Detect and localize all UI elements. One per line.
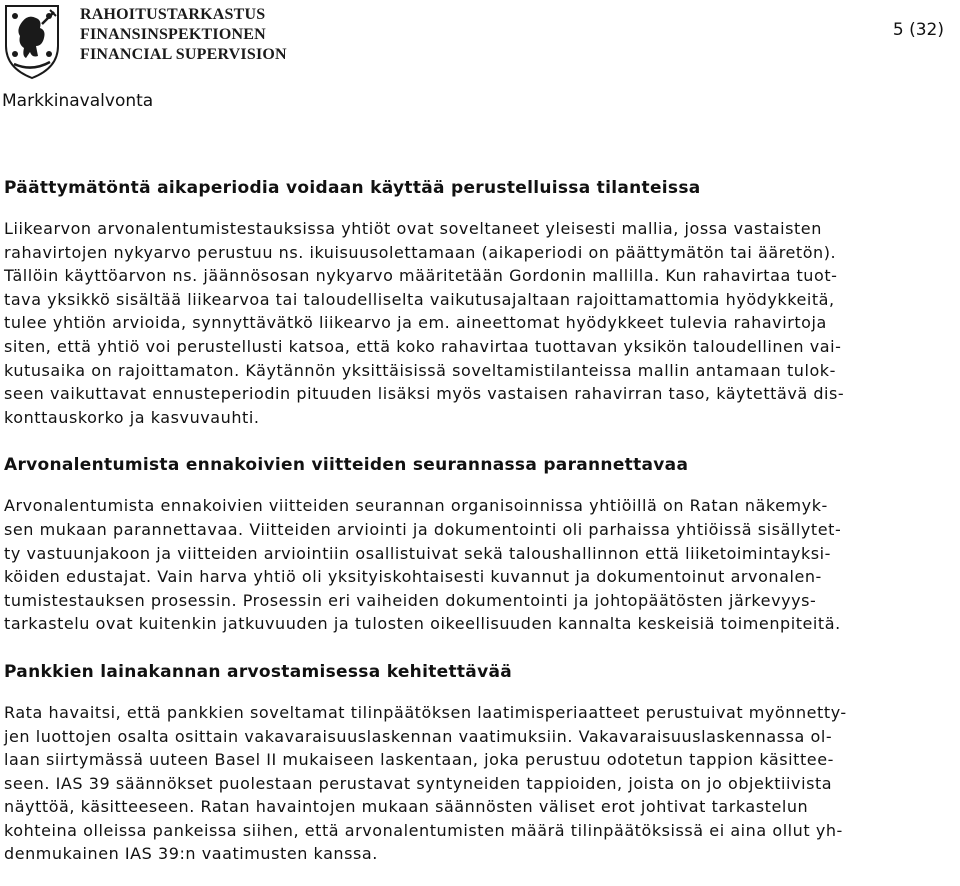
section-heading: Arvonalentumista ennakoivien viitteiden seurannassa parannettavaa [4,455,689,476]
org-name-english: FINANCIAL SUPERVISION [80,46,287,63]
section-perpetual-period [4,176,956,429]
section-paragraph: Arvonalentumista ennakoivien viitteiden seurannan organisoinnissa yhtiöillä on Ratan näkemyk- sen mukaan parannettavaa. Viitteiden arviointi ja dokumentointi oli parhaissa yhtiöissä sisällytet- ty vastuunjakoon ja viitteiden arviointiin osallistuivat sekä taloushallinnon että liiketoimintayksi- köiden edustajat. Vain harva yhtiö oli yksityiskohtaisesti kuvannut ja dokumentoinut arvonalen- tumistestauksen prosessin. Prosessin eri vaiheiden dokumentointi ja johtopäätösten järkevyys- tarkastelu ovat kuitenkin jatkuvuuden ja tulosten oikeellisuuden kannalta keskeisiä toimenpiteitä. [4,496,842,634]
document-body [4,176,956,866]
organization-names [80,5,287,65]
section-heading: Pankkien lainakannan arvostamisessa kehitettävää [4,661,513,682]
section-paragraph: Rata havaitsi, että pankkien soveltamat tilinpäätöksen laatimisperiaatteet perustuivat myönnetty- jen luottojen osalta osittain vakavaraisuuslaskennan vaatimuksiin. Vakavaraisuuslaskennassa ol- laan siirtymässä uuteen Basel II mukaiseen laskentaan, joka perustuu odotetun tappion käsittee- seen. IAS 39 säännökset puolestaan perustavat syntyneiden tappioiden, joista on jo objektiivista näyttöä, käsitteeseen. Ratan havaintojen mukaan säännösten väliset erot johtivat tarkastelun kohteina olleissa pankeissa siihen, että arvonalentumisten määrä tilinpäätöksissä ei aina ollut yh- denmukainen IAS 39:n vaatimusten kanssa. [4,702,847,864]
section-bank-loan-valuation [4,660,956,866]
org-name-finnish: RAHOITUSTARKASTUS [80,6,266,23]
page-header [0,0,960,120]
org-name-swedish: FINANSINSPEKTIONEN [80,26,266,43]
coat-of-arms-lion-logo [2,2,62,80]
department-name: Markkinavalvonta [2,91,154,111]
section-paragraph: Liikearvon arvonalentumistestauksissa yhtiöt ovat soveltaneet yleisesti mallia, jossa vastaisten rahavirtojen nykyarvo perustuu ns. ikuisuusolettamaan (aikaperiodi on päättymätön tai ääretön). Tällöin käyttöarvon ns. jäännösosan nykyarvo määritetään Gordonin mallilla. Kun rahavirtaa tuot- tava yksikkö sisältää liikearvoa tai taloudelliselta vaikutusajaltaan rajoittamattomia hyödykkeitä, tulee yhtiön arvioida, synnyttävätkö liikearvo ja em. aineettomat hyödykkeet tulevia rahavirtoja siten, että yhtiö voi perustellusti katsoa, että koko rahavirtaa tuottavan yksikön taloudellinen vai- kutusaika on rajoittamaton. Käytännön yksittäisissä soveltamistilanteissa mallin antamaan tulok- seen vaikuttavat ennusteperiodin pituuden lisäksi myös vastaisen rahavirran taso, käytettävä dis- konttauskorko ja kasvuvauhti. [4,219,845,427]
page-number: 5 (32) [892,20,944,40]
section-heading: Päättymätöntä aikaperiodia voidaan käyttää perustelluissa tilanteissa [4,178,701,198]
section-impairment-indicators [4,453,956,636]
